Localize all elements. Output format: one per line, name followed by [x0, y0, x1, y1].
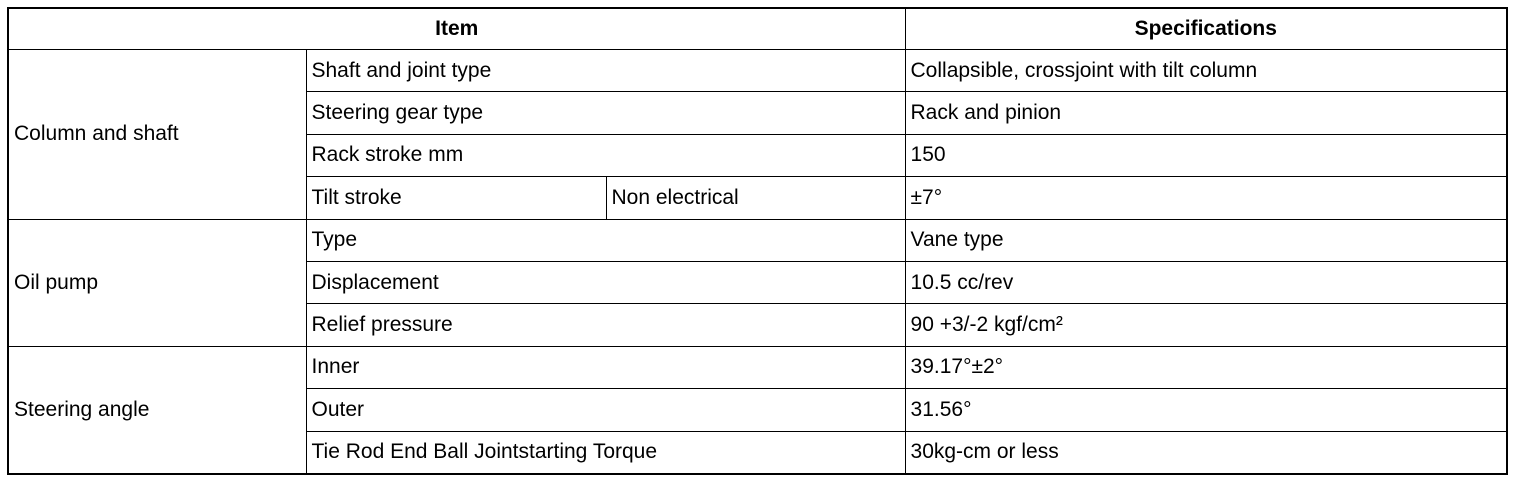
spec-cell: 30kg-cm or less — [905, 431, 1507, 474]
spec-cell: ±7° — [905, 177, 1507, 219]
group-label-column-and-shaft: Column and shaft — [8, 50, 306, 220]
header-item: Item — [8, 8, 905, 50]
item-cell: Tie Rod End Ball Jointstarting Torque — [306, 431, 905, 474]
spec-cell: 150 — [905, 134, 1507, 176]
item-cell: Relief pressure — [306, 304, 905, 346]
spec-cell: Rack and pinion — [905, 92, 1507, 134]
spec-cell: 10.5 cc/rev — [905, 261, 1507, 303]
header-specifications: Specifications — [905, 8, 1507, 50]
sub-item-cell: Non electrical — [606, 177, 905, 219]
item-cell: Steering gear type — [306, 92, 905, 134]
header-row — [8, 8, 1507, 50]
group-label-oil-pump: Oil pump — [8, 219, 306, 346]
item-cell: Displacement — [306, 261, 905, 303]
item-cell: Rack stroke mm — [306, 134, 905, 176]
spec-cell: 31.56° — [905, 389, 1507, 431]
spec-cell: 90 +3/-2 kgf/cm² — [905, 304, 1507, 346]
table-row — [8, 219, 1507, 261]
specifications-table — [7, 7, 1508, 475]
table-row — [8, 50, 1507, 92]
item-cell: Tilt stroke — [306, 177, 606, 219]
group-label-steering-angle: Steering angle — [8, 346, 306, 474]
item-cell: Type — [306, 219, 905, 261]
item-cell: Shaft and joint type — [306, 50, 905, 92]
item-cell: Outer — [306, 389, 905, 431]
spec-cell: Vane type — [905, 219, 1507, 261]
spec-cell: 39.17°±2° — [905, 346, 1507, 388]
spec-cell: Collapsible, crossjoint with tilt column — [905, 50, 1507, 92]
item-cell: Inner — [306, 346, 905, 388]
table-row — [8, 346, 1507, 388]
